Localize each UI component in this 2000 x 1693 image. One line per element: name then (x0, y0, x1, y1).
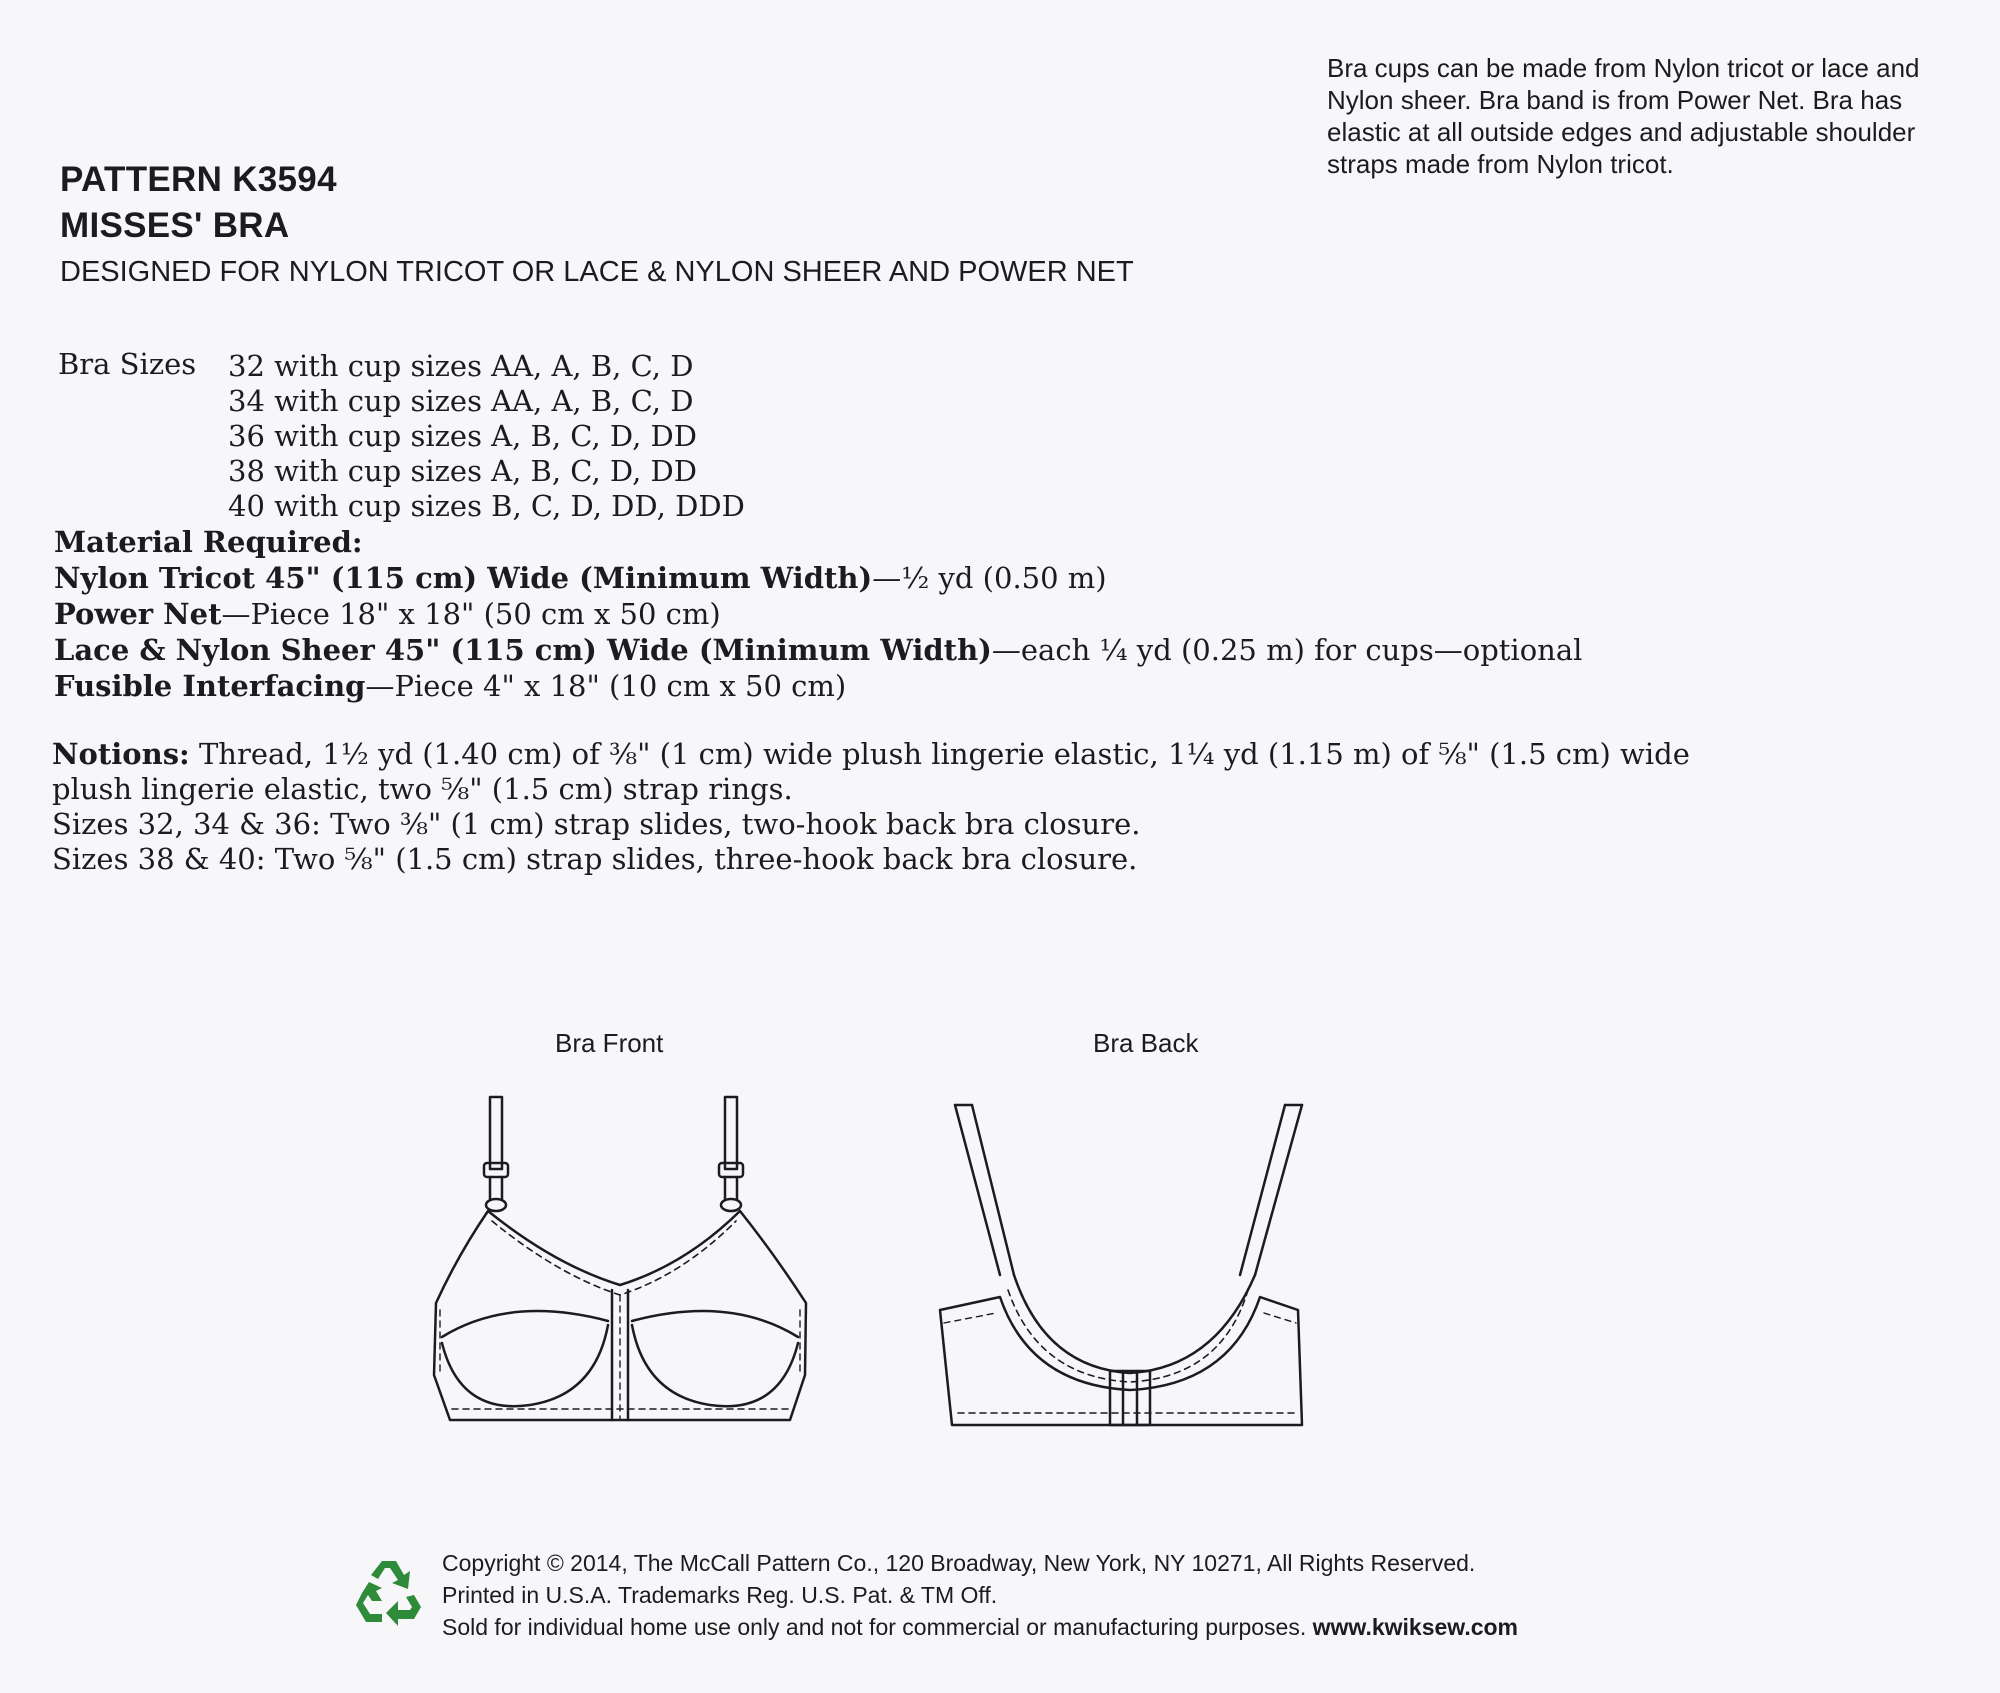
size-line-34: 34 with cup sizes AA, A, B, C, D (228, 384, 694, 418)
notions-line-4: Sizes 38 & 40: Two ⅝" (1.5 cm) strap slides, three-hook back bra closure. (52, 842, 1138, 876)
notions-line-2: plush lingerie elastic, two ⅝" (1.5 cm) strap rings. (52, 772, 793, 806)
right-cup-seam (632, 1311, 798, 1337)
material-detail: —Piece 18" x 18" (50 cm x 50 cm) (221, 597, 721, 631)
materials-heading: Material Required: (54, 525, 363, 559)
size-line-40: 40 with cup sizes B, C, D, DD, DDD (228, 489, 745, 523)
trademark-line: Printed in U.S.A. Trademarks Reg. U.S. Pat. & TM Off. (442, 1582, 998, 1608)
bra-back-caption: Bra Back (1093, 1028, 1199, 1058)
notions-line-1: Notions: Thread, 1½ yd (1.40 cm) of ⅜" (1 cm) wide plush lingerie elastic, 1¼ yd (1.15 m) of ⅝" (1.5 cm) wide (52, 737, 1690, 771)
material-name: Power Net (54, 597, 222, 631)
bra-front-illustration (420, 1085, 820, 1435)
copyright-line: Copyright © 2014, The McCall Pattern Co., 120 Broadway, New York, NY 10271, All Rights Reserved. (442, 1550, 1476, 1576)
material-detail: —each ¼ yd (0.25 m) for cups—optional (991, 633, 1583, 667)
bra-back-illustration (930, 1085, 1330, 1435)
material-detail: —Piece 4" x 18" (10 cm x 50 cm) (365, 669, 847, 703)
size-line-38: 38 with cup sizes A, B, C, D, DD (228, 454, 698, 488)
notions-label: Notions: (52, 737, 190, 771)
left-strap (490, 1097, 502, 1169)
notions-line-3: Sizes 32, 34 & 36: Two ⅜" (1 cm) strap slides, two-hook back bra closure. (52, 807, 1141, 841)
right-strap-ring (721, 1199, 741, 1211)
designed-for: DESIGNED FOR NYLON TRICOT OR LACE & NYLON SHEER AND POWER NET (60, 256, 1134, 288)
left-cup-underwire (442, 1325, 608, 1406)
bra-front-caption: Bra Front (555, 1028, 664, 1058)
sizes-label: Bra Sizes (58, 347, 197, 381)
material-name: Lace & Nylon Sheer 45" (115 cm) Wide (Minimum Width) (54, 633, 992, 667)
materials-section (54, 524, 1582, 704)
right-strap (725, 1097, 737, 1169)
recycle-icon (352, 1555, 426, 1629)
size-line-36: 36 with cup sizes A, B, C, D, DD (228, 419, 698, 453)
material-name: Nylon Tricot 45" (115 cm) Wide (Minimum Width) (54, 561, 873, 595)
website-link[interactable]: www.kwiksew.com (1312, 1614, 1518, 1640)
left-cup-seam (442, 1311, 608, 1337)
pattern-name: MISSES' BRA (60, 206, 290, 245)
material-name: Fusible Interfacing (54, 669, 366, 703)
material-fusible-interfacing (54, 668, 1582, 704)
sizes-list (228, 349, 745, 524)
material-detail: —½ yd (0.50 m) (872, 561, 1107, 595)
left-strap-ring (486, 1199, 506, 1211)
notions-section (52, 737, 1690, 877)
usage-line: Sold for individual home use only and not for commercial or manufacturing purposes. www.kwiksew.com (442, 1614, 1518, 1640)
hook-closure (1110, 1371, 1150, 1425)
right-cup-underwire (632, 1325, 798, 1406)
footer (442, 1547, 1518, 1643)
size-line-32: 32 with cup sizes AA, A, B, C, D (228, 349, 694, 383)
material-nylon-tricot (54, 560, 1582, 596)
bra-back-band (940, 1297, 1302, 1425)
pattern-number: PATTERN K3594 (60, 160, 337, 199)
intro-note: Bra cups can be made from Nylon tricot or lace and Nylon sheer. Bra band is from Power Net. Bra has elastic at all outside edges and adjustable shoulder straps made from Nylon tricot. (1327, 53, 1920, 179)
material-lace-sheer (54, 632, 1582, 668)
material-power-net (54, 596, 1582, 632)
